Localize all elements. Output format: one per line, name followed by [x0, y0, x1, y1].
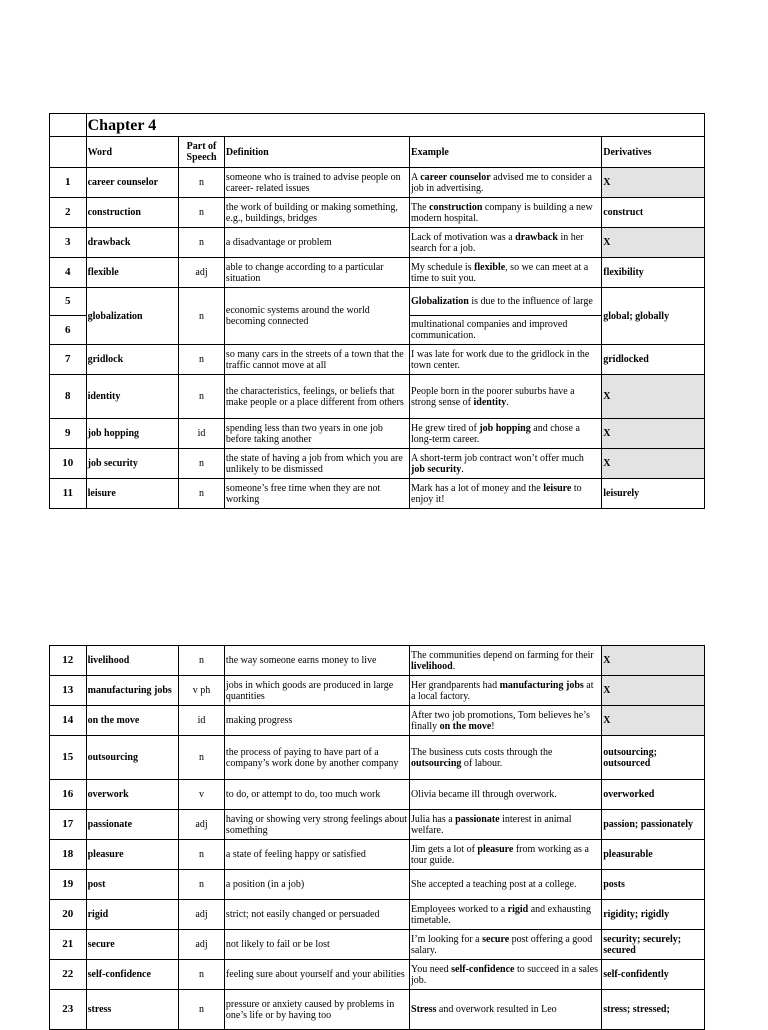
- entry-word: passionate: [86, 810, 179, 840]
- entry-number: 8: [50, 375, 87, 419]
- entry-definition: the characteristics, feelings, or beliefs that make people or a place different from others: [224, 375, 409, 419]
- entry-definition: not likely to fail or be lost: [224, 930, 409, 960]
- entry-word: overwork: [86, 780, 179, 810]
- entry-example: Her grandparents had manufacturing jobs at a local factory.: [410, 676, 602, 706]
- entry-example: He grew tired of job hopping and chose a long-term career.: [410, 419, 602, 449]
- entry-number: 2: [50, 198, 87, 228]
- entry-example: People born in the poorer suburbs have a strong sense of identity.: [410, 375, 602, 419]
- entry-derivatives: rigidity; rigidly: [602, 900, 705, 930]
- entry-derivatives: flexibility: [602, 258, 705, 288]
- entry-number: 17: [50, 810, 87, 840]
- entry-example: The construction company is building a new modern hospital.: [410, 198, 602, 228]
- entry-part-of-speech: v: [179, 780, 225, 810]
- entry-word: construction: [86, 198, 179, 228]
- entry-example: Julia has a passionate interest in animal welfare.: [410, 810, 602, 840]
- table-row: [50, 676, 705, 706]
- entry-part-of-speech: n: [179, 228, 225, 258]
- entry-part-of-speech: n: [179, 990, 225, 1030]
- header-definition: Definition: [224, 137, 409, 168]
- entry-derivatives: stress; stressed;: [602, 990, 705, 1030]
- entry-number: 20: [50, 900, 87, 930]
- entry-part-of-speech: adj: [179, 900, 225, 930]
- entry-definition: so many cars in the streets of a town that the traffic cannot move at all: [224, 345, 409, 375]
- entry-number: 13: [50, 676, 87, 706]
- entry-word: livelihood: [86, 646, 179, 676]
- entry-definition: to do, or attempt to do, too much work: [224, 780, 409, 810]
- entry-definition: pressure or anxiety caused by problems in one’s life or by having too: [224, 990, 409, 1030]
- entry-part-of-speech: adj: [179, 810, 225, 840]
- entry-example: The communities depend on farming for their livelihood.: [410, 646, 602, 676]
- table-row: [50, 345, 705, 375]
- entry-number: 19: [50, 870, 87, 900]
- entry-derivatives: security; securely; secured: [602, 930, 705, 960]
- entry-example: Mark has a lot of money and the leisure to enjoy it!: [410, 479, 602, 509]
- entry-example: I was late for work due to the gridlock in the town center.: [410, 345, 602, 375]
- table-row: [50, 870, 705, 900]
- entry-part-of-speech: n: [179, 646, 225, 676]
- entry-definition: a state of feeling happy or satisfied: [224, 840, 409, 870]
- table-row: [50, 900, 705, 930]
- entry-definition: the process of paying to have part of a company’s work done by another company: [224, 736, 409, 780]
- entry-word: gridlock: [86, 345, 179, 375]
- entry-derivatives: X: [602, 706, 705, 736]
- table-row: [50, 375, 705, 419]
- table-row: [50, 736, 705, 780]
- entry-example: Stress and overwork resulted in Leo: [410, 990, 602, 1030]
- entry-word: outsourcing: [86, 736, 179, 780]
- header-row: [50, 137, 705, 168]
- entry-part-of-speech: n: [179, 479, 225, 509]
- entry-word: post: [86, 870, 179, 900]
- entry-word: pleasure: [86, 840, 179, 870]
- entry-number: 10: [50, 449, 87, 479]
- entry-word: on the move: [86, 706, 179, 736]
- entry-number: 4: [50, 258, 87, 288]
- entry-word: identity: [86, 375, 179, 419]
- entry-example: The business cuts costs through the outsourcing of labour.: [410, 736, 602, 780]
- entry-part-of-speech: id: [179, 706, 225, 736]
- entry-word: manufacturing jobs: [86, 676, 179, 706]
- entry-derivatives: gridlocked: [602, 345, 705, 375]
- entry-word: globalization: [86, 288, 179, 345]
- entry-number: 18: [50, 840, 87, 870]
- entry-number: 3: [50, 228, 87, 258]
- entry-definition: jobs in which goods are produced in large quantities: [224, 676, 409, 706]
- entry-derivatives: self-confidently: [602, 960, 705, 990]
- entry-example: Employees worked to a rigid and exhausting timetable.: [410, 900, 602, 930]
- entry-derivatives: X: [602, 168, 705, 198]
- entry-number: 22: [50, 960, 87, 990]
- entry-definition: having or showing very strong feelings about something: [224, 810, 409, 840]
- entry-example: A career counselor advised me to consider a job in advertising.: [410, 168, 602, 198]
- entry-derivatives: passion; passionately: [602, 810, 705, 840]
- entry-example: She accepted a teaching post at a college.: [410, 870, 602, 900]
- entry-word: career counselor: [86, 168, 179, 198]
- entry-word: flexible: [86, 258, 179, 288]
- entry-definition: able to change according to a particular situation: [224, 258, 409, 288]
- entry-word: drawback: [86, 228, 179, 258]
- entry-word: rigid: [86, 900, 179, 930]
- entry-derivatives: X: [602, 676, 705, 706]
- entry-derivatives: X: [602, 375, 705, 419]
- entry-derivatives: outsourcing; outsourced: [602, 736, 705, 780]
- table-row: [50, 960, 705, 990]
- entry-definition: spending less than two years in one job before taking another: [224, 419, 409, 449]
- table-row: [50, 780, 705, 810]
- entry-definition: strict; not easily changed or persuaded: [224, 900, 409, 930]
- entry-definition: the state of having a job from which you are unlikely to be dismissed: [224, 449, 409, 479]
- table-row: [50, 930, 705, 960]
- table-row: [50, 479, 705, 509]
- entry-word: leisure: [86, 479, 179, 509]
- table-row: [50, 840, 705, 870]
- entry-number: 11: [50, 479, 87, 509]
- entry-number: 1: [50, 168, 87, 198]
- entry-example: Globalization is due to the influence of large: [410, 288, 602, 316]
- table-row: [50, 810, 705, 840]
- entry-part-of-speech: adj: [179, 930, 225, 960]
- entry-number: 6: [50, 316, 87, 345]
- entry-word: stress: [86, 990, 179, 1030]
- header-derivatives: Derivatives: [602, 137, 705, 168]
- table-row: [50, 706, 705, 736]
- entry-definition: the work of building or making something, e.g., buildings, bridges: [224, 198, 409, 228]
- entry-example: Olivia became ill through overwork.: [410, 780, 602, 810]
- table-row: [50, 288, 705, 316]
- entry-example: I’m looking for a secure post offering a good salary.: [410, 930, 602, 960]
- entry-part-of-speech: n: [179, 960, 225, 990]
- table-row: [50, 258, 705, 288]
- entry-example: A short-term job contract won’t offer much job security.: [410, 449, 602, 479]
- entry-number: 15: [50, 736, 87, 780]
- header-word: Word: [86, 137, 179, 168]
- entry-derivatives: X: [602, 419, 705, 449]
- entry-number: 5: [50, 288, 87, 316]
- entry-definition: the way someone earns money to live: [224, 646, 409, 676]
- entry-derivatives: leisurely: [602, 479, 705, 509]
- entry-example-continued: multinational companies and improved communication.: [410, 316, 602, 345]
- entry-number: 14: [50, 706, 87, 736]
- entry-derivatives: posts: [602, 870, 705, 900]
- entry-number: 16: [50, 780, 87, 810]
- entry-part-of-speech: n: [179, 375, 225, 419]
- entry-example: After two job promotions, Tom believes he’s finally on the move!: [410, 706, 602, 736]
- entry-number: 23: [50, 990, 87, 1030]
- entry-word: secure: [86, 930, 179, 960]
- entry-part-of-speech: n: [179, 288, 225, 345]
- header-example: Example: [410, 137, 602, 168]
- table-row: [50, 228, 705, 258]
- entry-example: My schedule is flexible, so we can meet at a time to suit you.: [410, 258, 602, 288]
- entry-part-of-speech: n: [179, 736, 225, 780]
- entry-number: 12: [50, 646, 87, 676]
- entry-derivatives: X: [602, 449, 705, 479]
- entry-word: job security: [86, 449, 179, 479]
- entry-definition: someone’s free time when they are not working: [224, 479, 409, 509]
- vocab-table-2: [49, 645, 705, 1030]
- entry-derivatives: X: [602, 646, 705, 676]
- entry-part-of-speech: n: [179, 345, 225, 375]
- header-part-of-speech: Part of Speech: [179, 137, 225, 168]
- entry-word: job hopping: [86, 419, 179, 449]
- table-row: [50, 646, 705, 676]
- table-row: [50, 168, 705, 198]
- table-row: [50, 419, 705, 449]
- entry-derivatives: global; globally: [602, 288, 705, 345]
- entry-example: You need self-confidence to succeed in a sales job.: [410, 960, 602, 990]
- entry-derivatives: X: [602, 228, 705, 258]
- entry-number: 9: [50, 419, 87, 449]
- entry-definition: a disadvantage or problem: [224, 228, 409, 258]
- vocab-table-1: [49, 113, 705, 509]
- entry-part-of-speech: n: [179, 870, 225, 900]
- entry-part-of-speech: n: [179, 840, 225, 870]
- entry-definition: economic systems around the world becoming connected: [224, 288, 409, 345]
- entry-number: 21: [50, 930, 87, 960]
- entry-definition: someone who is trained to advise people on career- related issues: [224, 168, 409, 198]
- entry-part-of-speech: v ph: [179, 676, 225, 706]
- chapter-title-row: [50, 114, 705, 137]
- table-row: [50, 198, 705, 228]
- entry-number: 7: [50, 345, 87, 375]
- entry-part-of-speech: n: [179, 198, 225, 228]
- entry-derivatives: construct: [602, 198, 705, 228]
- entry-part-of-speech: adj: [179, 258, 225, 288]
- chapter-title: Chapter 4: [86, 114, 704, 137]
- entry-definition: a position (in a job): [224, 870, 409, 900]
- entry-part-of-speech: id: [179, 419, 225, 449]
- entry-example: Lack of motivation was a drawback in her search for a job.: [410, 228, 602, 258]
- entry-derivatives: pleasurable: [602, 840, 705, 870]
- entry-definition: making progress: [224, 706, 409, 736]
- entry-definition: feeling sure about yourself and your abilities: [224, 960, 409, 990]
- entry-derivatives: overworked: [602, 780, 705, 810]
- entry-part-of-speech: n: [179, 168, 225, 198]
- table-row: [50, 449, 705, 479]
- entry-part-of-speech: n: [179, 449, 225, 479]
- entry-word: self-confidence: [86, 960, 179, 990]
- entry-example: Jim gets a lot of pleasure from working as a tour guide.: [410, 840, 602, 870]
